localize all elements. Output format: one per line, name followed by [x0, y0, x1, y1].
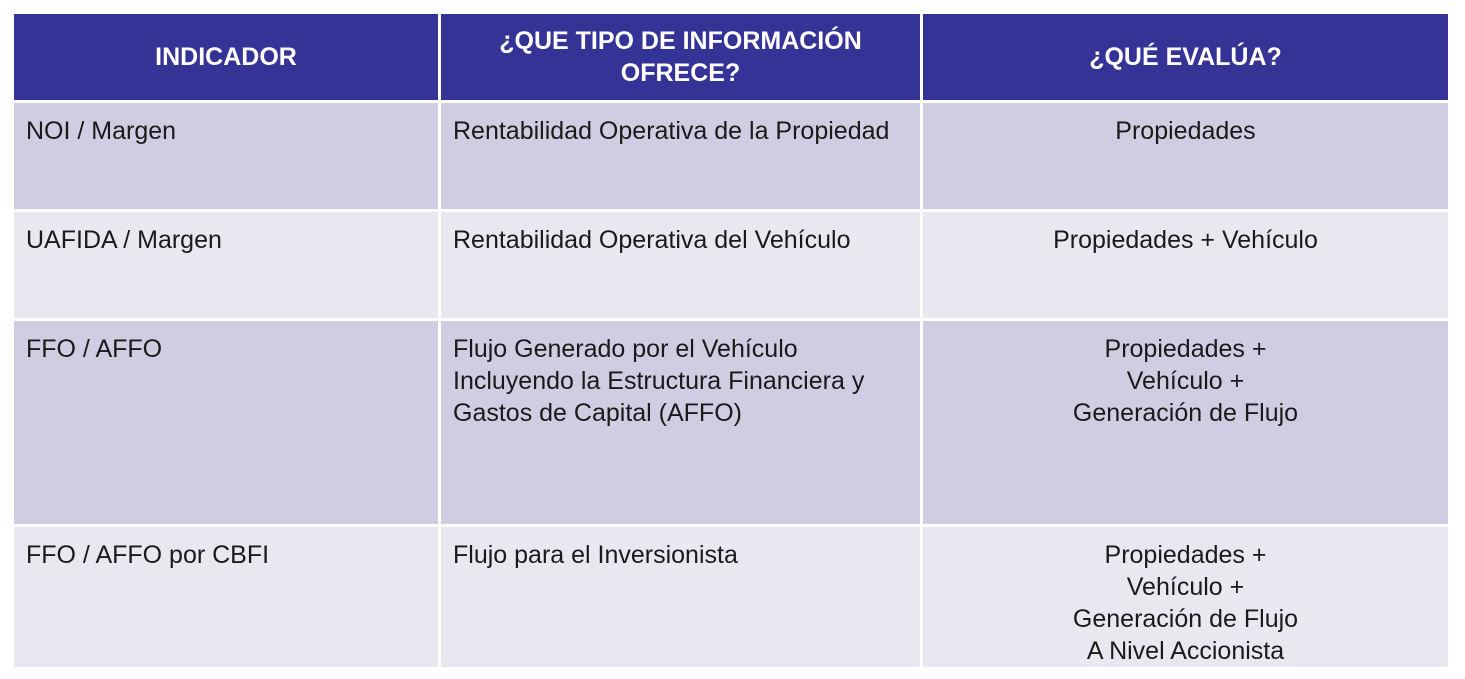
indicators-table: [11, 11, 1451, 670]
cell-informacion: Rentabilidad Operativa de la Propiedad: [440, 102, 922, 211]
cell-evalua: [922, 102, 1450, 211]
cell-informacion: Flujo para el Inversionista: [440, 526, 922, 669]
cell-evalua: [922, 211, 1450, 320]
header-indicador: INDICADOR: [13, 13, 440, 102]
table-row: [13, 526, 1450, 669]
evalua-line: Propiedades +: [1104, 335, 1267, 363]
cell-informacion: Rentabilidad Operativa del Vehículo: [440, 211, 922, 320]
evalua-line: Generación de Flujo: [1072, 605, 1299, 633]
cell-indicador: NOI / Margen: [13, 102, 440, 211]
table-row: [13, 102, 1450, 211]
header-tipo-informacion: ¿QUE TIPO DE INFORMACIÓN OFRECE?: [440, 13, 922, 102]
header-que-evalua: ¿QUÉ EVALÚA?: [922, 13, 1450, 102]
evalua-line: Vehículo +: [1126, 367, 1245, 395]
cell-indicador: FFO / AFFO por CBFI: [13, 526, 440, 669]
table-row: [13, 211, 1450, 320]
cell-evalua: [922, 526, 1450, 669]
evalua-line: Generación de Flujo: [1072, 399, 1299, 427]
evalua-line: A Nivel Accionista: [1086, 637, 1285, 665]
cell-informacion: Flujo Generado por el Vehículo Incluyendo la Estructura Financiera y Gastos de Capital (AFFO): [440, 320, 922, 526]
evalua-line: Vehículo +: [1126, 573, 1245, 601]
evalua-line: Propiedades + Vehículo: [1053, 226, 1318, 254]
evalua-line: Propiedades: [1115, 117, 1256, 145]
cell-evalua: [922, 320, 1450, 526]
cell-indicador: FFO / AFFO: [13, 320, 440, 526]
evalua-line: Propiedades +: [1104, 541, 1267, 569]
indicators-table-container: [11, 11, 1448, 670]
table-row: [13, 320, 1450, 526]
table-header-row: [13, 13, 1450, 102]
cell-indicador: UAFIDA / Margen: [13, 211, 440, 320]
